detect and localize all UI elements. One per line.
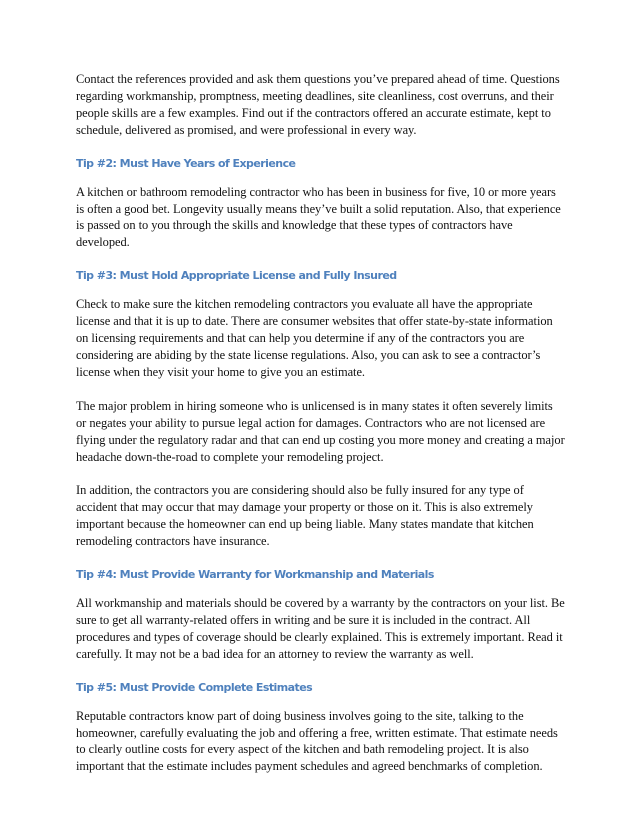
tip-2-paragraph: A kitchen or bathroom remodeling contractor who has been in business for five, 10 or more years is often a good bet. Longevity usually means they’ve built a solid reputation. Also, that experience is passed on to you through the skills and knowledge that these types of contractors have developed. — [76, 184, 561, 250]
tip-3-paragraph-3: In addition, the contractors you are considering should also be fully insured for any type of accident that may occur that may damage your property or those on it. This is also extremely important because the homeowner can end up being liable. Many states mandate that kitchen remodeling contractors have insurance. — [76, 483, 534, 549]
tip-4-heading: Tip #4: Must Provide Warranty for Workmanship and Materials — [76, 568, 434, 582]
tip-2-heading: Tip #2: Must Have Years of Experience — [76, 156, 296, 170]
tip-3-paragraph-1: Check to make sure the kitchen remodeling contractors you evaluate all have the appropriate license and that it is up to date. There are consumer websites that offer state-by-state information on licensing requirements and that can help you determine if any of the contractors you are considering are abiding by the state license regulations. Also, you can ask to see a contractor’s license when they visit your home to give you an estimate. — [76, 297, 553, 379]
intro-paragraph: Contact the references provided and ask them questions you’ve prepared ahead of time. Questions regarding workmanship, promptness, meeting deadlines, site cleanliness, cost overruns, and their people skills are a few examples. Find out if the contractors offered an accurate estimate, kept to schedule, delivered as promised, and were professional in every way. — [76, 72, 560, 137]
document-page — [76, 71, 566, 775]
tip-3-paragraph-2: The major problem in hiring someone who is unlicensed is in many states it often severely limits or negates your ability to pursue legal action for damages. Contractors who are not licensed are flying under the regulatory radar and that can end up costing you more money and creating a major headache down-the-road to complete your remodeling project. — [76, 398, 565, 464]
tip-5-heading: Tip #5: Must Provide Complete Estimates — [76, 680, 313, 694]
tip-3-heading: Tip #3: Must Hold Appropriate License and Fully Insured — [76, 269, 397, 283]
tip-4-paragraph: All workmanship and materials should be covered by a warranty by the contractors on your list. Be sure to get all warranty-related offers in writing and be sure it is included in the contract. All procedures and types of coverage should be clearly explained. This is extremely important. Read it carefully. It may not be a bad idea for an attorney to review the warranty as well. — [76, 596, 565, 661]
tip-5-paragraph: Reputable contractors know part of doing business involves going to the site, talking to the homeowner, carefully evaluating the job and offering a free, written estimate. That estimate needs to clearly outline costs for every aspect of the kitchen and bath remodeling project. It is also important that the estimate includes payment schedules and agreed benchmarks of completion. — [76, 708, 558, 774]
